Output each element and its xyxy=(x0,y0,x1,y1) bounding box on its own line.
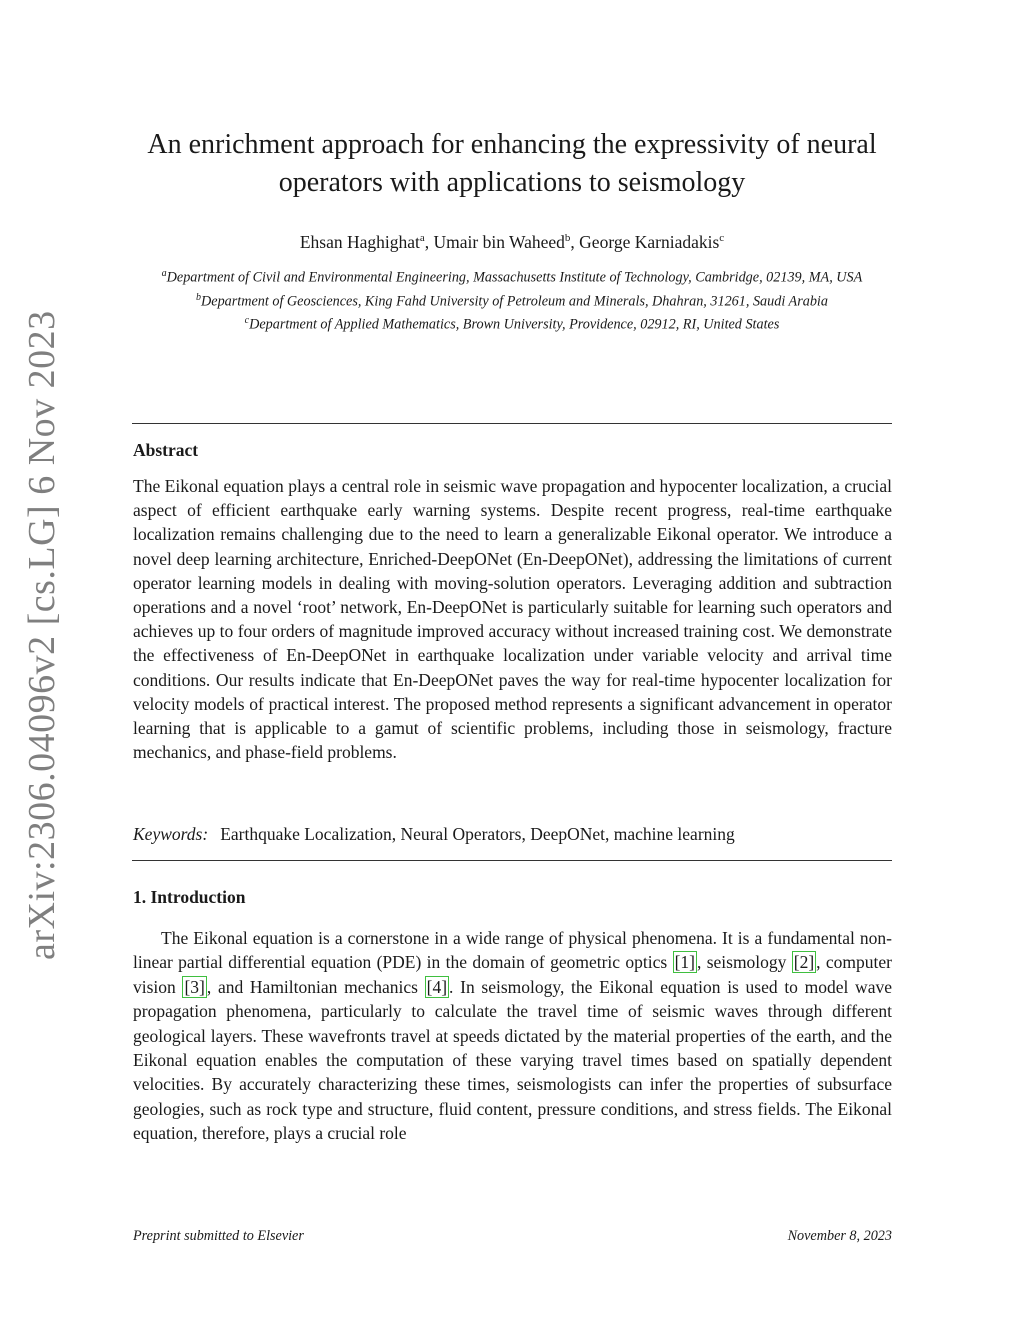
author-name: Ehsan Haghighat xyxy=(299,231,420,252)
intro-text: . In seismology, the Eikonal equation is used to model wave propagation phenomena, particularly to calculate the travel time of seismic waves through different geological layers. These wavefronts travel at speeds dictated by the material properties of the earth, and the Eikonal equation enables the computation of these varying travel times based on spatially dependent velocities. By accurately characterizing these times, seismologists can infer the properties of subsurface geologies, such as rock type and structure, fluid content, pressure conditions, and stress fields. The Eikonal equation, therefore, plays a crucial role xyxy=(133,976,892,1144)
affiliation-list xyxy=(132,264,892,335)
keywords-text: Earthquake Localization, Neural Operators, DeepONet, machine learning xyxy=(220,824,735,844)
intro-text: , and Hamiltonian mechanics xyxy=(206,976,425,997)
affiliation-text: Department of Applied Mathematics, Brown University, Providence, 02912, RI, United States xyxy=(249,317,780,334)
citation-link[interactable]: [3] xyxy=(184,976,205,997)
abstract-text: The Eikonal equation plays a central role in seismic wave propagation and hypocenter localization, a crucial aspect of efficient earthquake early warning systems. Despite recent progress, real-time earthquake localization remains challenging due to the need to learn a generalizable Eikonal operator. We introduce a novel deep learning architecture, Enriched-DeepONet (En-DeepONet), addressing the limitations of current operator learning models in dealing with moving-solution operators. Leveraging addition and subtraction operations and a novel ‘root’ network, En-DeepONet is particularly suitable for learning such operators and achieves up to four orders of magnitude improved accuracy without increased training cost. We demonstrate the effectiveness of En-DeepONet in earthquake localization under variable velocity and arrival time conditions. Our results indicate that En-DeepONet paves the way for real-time hypocenter localization for velocity models of practical interest. The proposed method represents a significant advancement in operator learning that is applicable to a gamut of scientific problems, including those in seismology, fracture mechanics, and phase-field problems. xyxy=(133,476,892,763)
abstract-heading: Abstract xyxy=(133,440,199,460)
bottom-divider xyxy=(132,860,892,861)
introduction-paragraph xyxy=(133,926,892,1146)
citation-link[interactable]: [4] xyxy=(426,976,448,997)
affiliation-mark: a xyxy=(161,268,167,279)
affiliation xyxy=(132,264,892,288)
top-divider xyxy=(132,423,892,424)
author-list: Ehsan Haghighat$^a$, Umair bin Waheed$^b$, George Karniadakis$^c$ xyxy=(299,231,725,252)
section-heading-introduction: 1. Introduction xyxy=(133,887,246,907)
affiliation-mark: b xyxy=(564,232,571,244)
intro-text: , seismology xyxy=(696,952,792,973)
citation-link[interactable]: [2] xyxy=(793,952,815,973)
keywords-label: Keywords: xyxy=(133,824,209,844)
affiliation-mark: b xyxy=(196,291,202,303)
affiliation-text: Department of Geosciences, King Fahd University of Petroleum and Minerals, Dhahran, 31261, Saudi Arabia xyxy=(201,293,828,310)
intro-text: The Eikonal equation is a cornerstone in a wide range of physical phenomena. It is a fundamental non-linear partial differential equation (PDE) in the domain of geometric optics xyxy=(133,928,892,973)
paper-title: An enrichment approach for enhancing the expressivity of neural operators with applications to seismology xyxy=(147,129,877,198)
affiliation xyxy=(132,288,892,312)
affiliation-mark: a xyxy=(419,232,425,244)
footer-preprint-note: Preprint submitted to Elsevier xyxy=(133,1228,304,1244)
author-name: Umair bin Waheed xyxy=(433,231,565,252)
affiliation-mark: c xyxy=(244,315,250,327)
affiliation-text: Department of Civil and Environmental Engineering, Massachusetts Institute of Technology, Cambridge, 02139, MA, USA xyxy=(166,269,863,286)
affiliation-mark: c xyxy=(719,232,725,244)
keywords xyxy=(133,822,892,846)
citation-link[interactable]: [1] xyxy=(674,952,695,973)
intro-text: , computer vision xyxy=(133,952,892,997)
arxiv-identifier: arXiv:2306.04096v2 [cs.LG] 6 Nov 2023 xyxy=(21,310,63,960)
affiliation xyxy=(132,311,892,335)
author-name: George Karniadakis xyxy=(579,231,720,252)
footer-date: November 8, 2023 xyxy=(787,1228,892,1244)
